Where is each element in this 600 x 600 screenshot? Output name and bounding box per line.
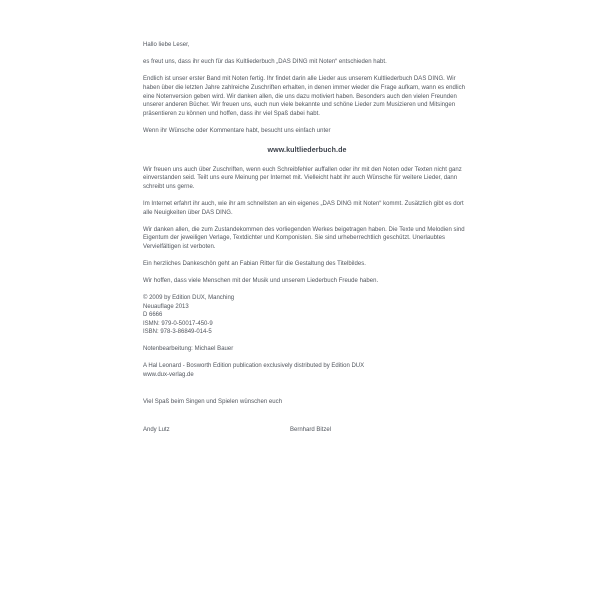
rights-paragraph: Wir danken allen, die zum Zustandekommen des vorliegenden Werkes beigetragen haben. Die Texte und Melodien sind Eigentum der jeweiligen Verlage, Textdichter und Komponisten. Sie sind urheberrechtlich geschützt. Unerlaubtes Vervielfältigen ist verboten. — [143, 226, 465, 250]
signature-left: Andy Lutz — [143, 427, 170, 434]
signature-row — [143, 426, 471, 435]
catalog-code-line: D 6666 — [143, 312, 163, 319]
spacer — [143, 388, 471, 398]
distribution-block — [143, 362, 471, 379]
farewell-line: Viel Spaß beim Singen und Spielen wünschen euch — [143, 398, 283, 405]
imprint-block — [143, 294, 471, 336]
isbn-line: ISBN: 978-3-86849-014-5 — [143, 329, 212, 336]
engraving-credit-line: Notenbearbeitung: Michael Bauer — [143, 346, 234, 353]
signature-right: Bernhard Bitzel — [290, 427, 332, 434]
copyright-line: © 2009 by Edition DUX, Manching — [143, 295, 235, 302]
cover-credit-paragraph: Ein herzliches Dankeschön geht an Fabian Ritter für die Gestaltung des Titelbildes. — [143, 261, 366, 268]
text-column — [143, 41, 471, 435]
greeting-line: Hallo liebe Leser, — [143, 42, 190, 48]
publisher-url[interactable]: www.dux-verlag.de — [143, 371, 194, 378]
ismn-line: ISMN: 979-0-50017-450-9 — [143, 320, 213, 327]
wishes-intro-paragraph: Wenn ihr Wünsche oder Kommentare habt, besucht uns einfach unter — [143, 127, 331, 134]
website-url[interactable]: www.kultliederbuch.de — [267, 145, 347, 154]
intro-paragraph: es freut uns, dass ihr euch für das Kultliederbuch „DAS DING mit Noten“ entschieden habt. — [143, 59, 387, 66]
first-band-paragraph: Endlich ist unser erster Band mit Noten fertig. Ihr findet darin alle Lieder aus unserem Kultliederbuch DAS DING. Wir haben über die letzten Jahre zahlreiche Zuschriften erhalten, in denen immer wieder die Frage aufkam, wann es endlich eine Notenversion geben wird. Wir danken allen, die uns dazu motiviert haben. Besonders auch den vielen Freunden unserer anderen Bücher. Wir freuen uns, euch nun viele bekannte und schöne Lieder zum Musizieren und Mitsingen präsentieren zu können und hoffen, dass ihr viel Spaß dabei habt. — [143, 76, 466, 117]
edition-line: Neuauflage 2013 — [143, 303, 189, 310]
closing-hope-paragraph: Wir hoffen, dass viele Menschen mit der Musik und unserem Liederbuch Freude haben. — [143, 278, 379, 285]
internet-info-paragraph: Im Internet erfahrt ihr auch, wie ihr am schnellsten an ein eigenes „DAS DING mit Noten“ kommt. Zusätzlich gibt es dort alle Neuigkeiten über DAS DING. — [143, 200, 464, 216]
distribution-line: A Hal Leonard - Bosworth Edition publication exclusively distributed by Edition DUX — [143, 363, 365, 370]
feedback-paragraph: Wir freuen uns auch über Zuschriften, wenn euch Schreibfehler auffallen oder ihr mit den Noten oder Texten nicht ganz einverstanden seid. Teilt uns eure Meinung per Internet mit. Vielleicht habt ihr auch Wünsche für weitere Lieder, dann schreibt uns gerne. — [143, 166, 462, 190]
